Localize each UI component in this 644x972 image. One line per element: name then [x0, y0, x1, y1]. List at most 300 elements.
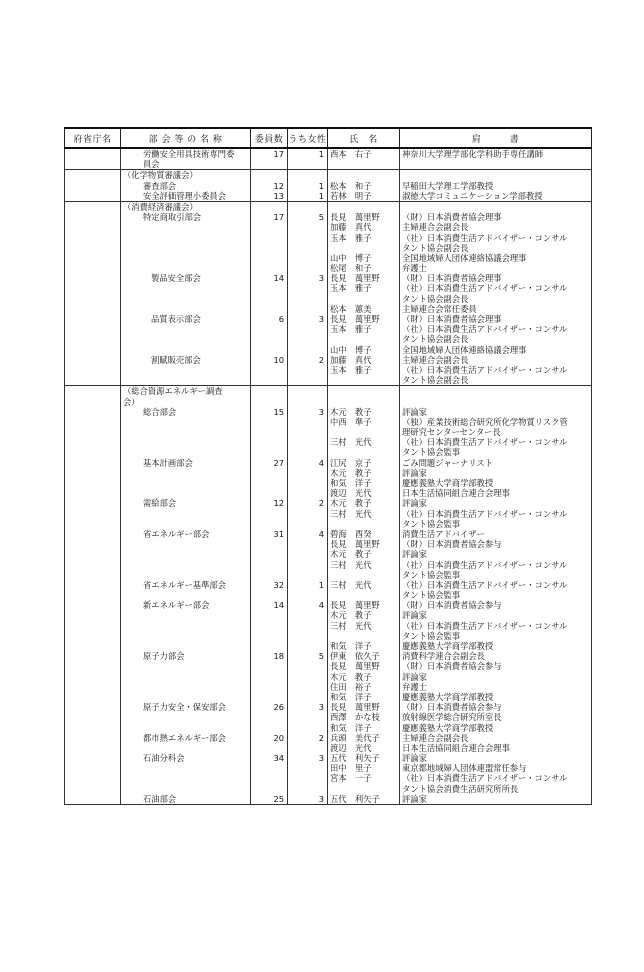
ministry-cell: [65, 170, 121, 181]
committee-name: 原子力部会: [143, 651, 185, 662]
person-name: 三村 光代: [330, 508, 372, 519]
person-title: （社）日本消費生活アドバイザー・コンサル: [402, 508, 568, 519]
person-name: 木元 教子: [330, 406, 372, 417]
women-count-cell: [288, 580, 328, 600]
person-name-pad: [330, 631, 397, 641]
committee-name: 労働安全用具技術専門委: [143, 149, 235, 159]
person-name: 兵頭 美代子: [330, 732, 380, 743]
committee-name-pad: [123, 773, 248, 783]
person-name: 和気 洋子: [330, 641, 372, 651]
person-title: （社）日本消費生活アドバイザー・コンサル: [402, 232, 568, 243]
person-name: 山中 博子: [330, 344, 372, 355]
person-name: 田中 里子: [330, 763, 372, 774]
member-count: 27: [273, 457, 284, 468]
member-count-cell: [251, 191, 288, 202]
person-name: 三村 光代: [330, 559, 372, 570]
ministry-cell: [65, 181, 121, 191]
person-name-pad: [330, 243, 397, 253]
ministry-cell: [65, 407, 121, 458]
member-count-cell: [251, 148, 288, 170]
women-count-cell: [288, 148, 328, 170]
ministry-cell: [65, 600, 121, 651]
person-name-pad: [330, 294, 397, 304]
person-name: 若林 明子: [330, 190, 372, 201]
person-title: タント協会監事: [402, 518, 461, 529]
person-name-pad: [330, 427, 397, 437]
person-name: 住田 裕子: [330, 681, 372, 692]
committee-name-pad: [123, 712, 248, 722]
person-title-cell: [400, 529, 592, 580]
committee-name-pad: [123, 243, 248, 253]
person-title: タント協会監事: [402, 630, 461, 641]
person-title: 全国地域婦人団体連絡協議会理事: [402, 252, 527, 263]
person-name-pad: [330, 519, 397, 529]
person-name: 木元 教子: [330, 467, 372, 478]
committee-name-pad: [123, 560, 248, 570]
person-title: 放射線医学総合研究所室長: [402, 712, 502, 723]
person-name: 玉本 雅子: [330, 324, 372, 335]
member-count-cell: [251, 702, 288, 733]
person-title: 慶應義塾大学商学部教授: [402, 478, 494, 488]
women-count: 3: [318, 753, 324, 764]
person-title: 日本生活協同組合連合会理事: [402, 488, 510, 499]
person-title: タント協会監事: [402, 569, 461, 580]
committee-name-pad: [123, 427, 248, 437]
person-title: （財）日本消費者協会理事: [402, 314, 502, 324]
person-title-cell: [400, 580, 592, 600]
person-name-cell: [328, 651, 400, 702]
person-name: 和気 洋子: [330, 478, 372, 488]
women-count-cell: [288, 201, 328, 212]
person-title-cell: [400, 191, 592, 202]
committee-name: 員会: [143, 159, 160, 170]
person-name: 和気 洋子: [330, 722, 372, 733]
member-count-cell: [251, 170, 288, 181]
person-title: （財）日本消費者協会参与: [402, 600, 502, 611]
person-name-cell: [328, 458, 400, 499]
person-name: 松本 蕙美: [330, 303, 372, 314]
person-name-cell: [328, 201, 400, 212]
person-title: 評論家: [402, 753, 427, 764]
member-count-cell: [251, 201, 288, 212]
person-name: 西本 右子: [330, 149, 372, 159]
person-title: （独）産業技術総合研究所化学物質リスク管: [402, 416, 568, 427]
person-name: 玉本 雅子: [330, 364, 372, 375]
committee-name: （総合資源エネルギー調査: [123, 386, 223, 397]
person-name-cell: [328, 794, 400, 805]
person-title-cell: [400, 273, 592, 314]
women-count-cell: [288, 314, 328, 355]
ministry-cell: [65, 148, 121, 170]
ministry-cell: [65, 314, 121, 355]
committee-name-cell: [121, 314, 251, 355]
person-name: 中西 準子: [330, 416, 372, 427]
person-title: （社）日本消費生活アドバイザー・コンサル: [402, 283, 568, 294]
women-count-cell: [288, 733, 328, 753]
committee-name-pad: [123, 549, 248, 559]
committee-name-pad: [123, 610, 248, 620]
women-count: 3: [318, 273, 324, 284]
person-title-cell: [400, 651, 592, 702]
table-row: [65, 212, 592, 273]
person-name: 渡辺 光代: [330, 488, 372, 499]
person-name-cell: [328, 600, 400, 651]
committee-name-pad: [123, 304, 248, 314]
table-header-row: [65, 128, 592, 148]
member-count-cell: [251, 407, 288, 458]
person-title-cell: [400, 702, 592, 733]
group-row: [65, 170, 592, 181]
member-count-cell: [251, 753, 288, 794]
group-row: [65, 386, 592, 407]
member-count-cell: [251, 314, 288, 355]
women-count-cell: [288, 600, 328, 651]
committee-name: （化学物質審議会）: [123, 170, 198, 181]
person-name: 碧海 酉癸: [330, 528, 372, 539]
header-ministry: 府省庁名: [65, 128, 121, 148]
person-title: 評論家: [402, 793, 427, 804]
committee-name-pad: [123, 447, 248, 457]
person-name: 松尾 和子: [330, 263, 372, 274]
committee-name-pad: [123, 375, 248, 385]
person-title: 消費生活アドバイザー: [402, 528, 485, 539]
person-title: 消費科学連合会副会長: [402, 651, 485, 662]
committee-name-pad: [123, 682, 248, 692]
committee-name: 割賦販売部会: [151, 354, 201, 365]
group-row: [65, 201, 592, 212]
person-name: 木元 教子: [330, 549, 372, 560]
person-name-cell: [328, 580, 400, 600]
member-count: 26: [273, 702, 284, 713]
table-row: [65, 702, 592, 733]
women-count-cell: [288, 212, 328, 273]
women-count-cell: [288, 529, 328, 580]
committee-name: 省エネルギー部会: [143, 528, 210, 539]
table-row: [65, 651, 592, 702]
person-title: タント協会消費生活研究所所長: [402, 783, 519, 794]
women-count-cell: [288, 170, 328, 181]
member-count: 34: [273, 753, 284, 764]
person-title: 評論家: [402, 671, 427, 682]
member-count: 15: [273, 406, 284, 417]
header-committee-name: 部 会 等 の 名 称: [121, 128, 251, 148]
person-name-cell: [328, 170, 400, 181]
women-count-cell: [288, 498, 328, 529]
person-title: タント協会副会長: [402, 375, 469, 386]
committee-name-pad: [123, 539, 248, 549]
person-title: 弁護士: [402, 681, 427, 692]
committee-name-cell: [121, 201, 251, 212]
person-name-cell: [328, 733, 400, 753]
person-title-cell: [400, 600, 592, 651]
committee-name-pad: [123, 488, 248, 498]
member-count-cell: [251, 273, 288, 314]
member-count-cell: [251, 580, 288, 600]
person-name: 三村 光代: [330, 579, 372, 590]
person-name: 玉本 雅子: [330, 232, 372, 243]
person-title-cell: [400, 212, 592, 273]
women-count: 1: [318, 180, 324, 191]
person-name: 江尻 京子: [330, 457, 372, 468]
person-title: 評論家: [402, 549, 427, 560]
member-count-cell: [251, 181, 288, 191]
person-name-cell: [328, 702, 400, 733]
header-title: 肩 書: [400, 128, 592, 148]
women-count: 5: [318, 651, 324, 662]
committee-name: 省エネルギー基準部会: [143, 579, 226, 590]
person-name-cell: [328, 314, 400, 355]
person-name: 三村 光代: [330, 620, 372, 631]
person-name: 長見 萬里野: [330, 702, 380, 713]
women-count-cell: [288, 386, 328, 407]
committee-name-pad: [123, 672, 248, 682]
table-row: [65, 580, 592, 600]
person-title: （社）日本消費生活アドバイザー・コンサル: [402, 324, 568, 335]
table-row: [65, 733, 592, 753]
member-count: 17: [273, 149, 284, 159]
person-title: 淑徳大学コミュニケーション学部教授: [402, 190, 543, 201]
committee-name: 総合部会: [143, 406, 177, 417]
person-title-cell: [400, 314, 592, 355]
table-row: [65, 498, 592, 529]
member-count-cell: [251, 600, 288, 651]
person-name: 長見 萬里野: [330, 273, 380, 284]
person-name-cell: [328, 529, 400, 580]
member-count: 13: [273, 190, 284, 201]
person-title: 慶應義塾大学商学部教授: [402, 722, 494, 733]
person-title: （財）日本消費者協会理事: [402, 212, 502, 223]
committee-name-cell: [121, 702, 251, 733]
person-title: 理研究センターセンター長: [402, 427, 501, 438]
member-count-cell: [251, 794, 288, 805]
member-count-cell: [251, 498, 288, 529]
person-name-pad: [330, 334, 397, 344]
member-count: 6: [278, 314, 284, 324]
women-count-cell: [288, 753, 328, 794]
member-count: 12: [273, 498, 284, 509]
person-name-cell: [328, 273, 400, 314]
person-name: 三村 光代: [330, 437, 372, 448]
person-name-cell: [328, 407, 400, 458]
committee-name-cell: [121, 753, 251, 794]
person-title: 慶應義塾大学商学部教授: [402, 641, 494, 651]
person-title: 評論家: [402, 610, 427, 621]
person-title-cell: [400, 458, 592, 499]
committee-name-pad: [123, 283, 248, 293]
committee-name-cell: [121, 529, 251, 580]
committee-name-cell: [121, 386, 251, 407]
ministry-cell: [65, 201, 121, 212]
table-row: [65, 355, 592, 386]
women-count: 2: [318, 498, 324, 509]
person-name: 長見 萬里野: [330, 661, 380, 672]
person-title: タント協会副会長: [402, 293, 469, 304]
person-name: 木元 教子: [330, 498, 372, 509]
ministry-cell: [65, 529, 121, 580]
person-title: タント協会副会長: [402, 334, 469, 345]
person-title: タント協会監事: [402, 590, 461, 601]
person-title: （財）日本消費者協会理事: [402, 273, 502, 284]
document-page: [64, 127, 591, 805]
committee-name-pad: [123, 763, 248, 773]
person-title: タント協会副会長: [402, 242, 469, 253]
women-count: 4: [318, 528, 324, 539]
committee-name-pad: [123, 253, 248, 263]
women-count: 1: [318, 190, 324, 201]
committee-name-pad: [123, 641, 248, 651]
person-title-cell: [400, 170, 592, 181]
person-title: （社）日本消費生活アドバイザー・コンサル: [402, 620, 568, 631]
women-count: 3: [318, 702, 324, 713]
committee-name-cell: [121, 733, 251, 753]
person-name: 加藤 真代: [330, 222, 372, 233]
committee-name-pad: [123, 345, 248, 355]
person-name: 渡辺 光代: [330, 742, 372, 753]
person-title: （社）日本消費生活アドバイザー・コンサル: [402, 773, 568, 784]
ministry-cell: [65, 355, 121, 386]
person-name-pad: [330, 590, 397, 600]
person-name: 山中 博子: [330, 252, 372, 263]
person-title-cell: [400, 148, 592, 170]
ministry-cell: [65, 191, 121, 202]
women-count: 3: [318, 314, 324, 324]
person-name: 長見 萬里野: [330, 600, 380, 611]
women-count: 2: [318, 354, 324, 365]
committee-name-pad: [123, 621, 248, 631]
person-title-cell: [400, 355, 592, 386]
member-count: 25: [273, 793, 284, 804]
women-count: 2: [318, 732, 324, 743]
women-count: 3: [318, 406, 324, 417]
person-name-cell: [328, 191, 400, 202]
member-count: 14: [273, 273, 284, 284]
women-count-cell: [288, 702, 328, 733]
person-name: 伊東 依久子: [330, 651, 380, 662]
table-row: [65, 529, 592, 580]
committee-name-cell: [121, 181, 251, 191]
women-count-cell: [288, 458, 328, 499]
member-count-cell: [251, 458, 288, 499]
person-title-cell: [400, 181, 592, 191]
person-title: 弁護士: [402, 263, 427, 274]
member-count-cell: [251, 651, 288, 702]
women-count-cell: [288, 191, 328, 202]
committee-name-pad: [123, 590, 248, 600]
person-name: 長見 萬里野: [330, 212, 380, 223]
committee-name: 新エネルギー部会: [143, 600, 210, 611]
committee-name: 需給部会: [143, 498, 177, 509]
table-row: [65, 600, 592, 651]
committee-name-pad: [123, 417, 248, 427]
person-name: 和気 洋子: [330, 691, 372, 702]
person-title: 評論家: [402, 467, 427, 478]
women-count-cell: [288, 794, 328, 805]
person-name: 長見 萬里野: [330, 314, 380, 324]
member-count-cell: [251, 212, 288, 273]
women-count: 1: [318, 579, 324, 590]
person-title: ごみ問題ジャーナリスト: [402, 457, 493, 468]
person-name-cell: [328, 148, 400, 170]
committee-name-pad: [123, 784, 248, 794]
committee-name-cell: [121, 273, 251, 314]
member-count: 18: [273, 651, 284, 662]
person-title: 神奈川大学理学部化学科助手専任講師: [402, 149, 544, 159]
committee-name: 会）: [123, 396, 140, 407]
women-count-cell: [288, 181, 328, 191]
committee-name-cell: [121, 498, 251, 529]
table-row: [65, 458, 592, 499]
committee-name: 原子力安全・保安部会: [143, 702, 226, 713]
member-count: 10: [273, 354, 284, 365]
person-title: （社）日本消費生活アドバイザー・コンサル: [402, 437, 568, 448]
table-row: [65, 753, 592, 794]
person-title: （社）日本消費生活アドバイザー・コンサル: [402, 579, 568, 590]
women-count: 4: [318, 600, 324, 611]
committee-name-pad: [123, 570, 248, 580]
committee-name: 石油分科会: [143, 753, 185, 764]
committee-name: 基本計画部会: [143, 457, 193, 468]
ministry-cell: [65, 386, 121, 407]
women-count: 4: [318, 457, 324, 468]
person-title: （社）日本消費生活アドバイザー・コンサル: [402, 364, 568, 375]
committee-name-pad: [123, 692, 248, 702]
committee-name-cell: [121, 355, 251, 386]
committee-name-pad: [123, 437, 248, 447]
person-name-cell: [328, 386, 400, 407]
person-name-pad: [330, 447, 397, 457]
ministry-cell: [65, 580, 121, 600]
person-name-cell: [328, 498, 400, 529]
person-name: 西澤 かな枝: [330, 712, 380, 723]
person-name-pad: [330, 375, 397, 385]
committee-name: 特定商取引部会: [143, 212, 202, 223]
person-name: 宮本 一子: [330, 773, 372, 784]
person-name: 松本 和子: [330, 180, 372, 191]
women-count: 5: [318, 212, 324, 223]
committee-name-pad: [123, 723, 248, 733]
committee-name-pad: [123, 519, 248, 529]
person-name-pad: [330, 570, 397, 580]
person-title: （財）日本消費者協会参与: [402, 702, 502, 713]
committee-name-cell: [121, 651, 251, 702]
person-name-cell: [328, 355, 400, 386]
person-name: 木元 教子: [330, 671, 372, 682]
person-title-cell: [400, 753, 592, 794]
person-name: 玉本 雅子: [330, 283, 372, 294]
person-title: 早稲田大学理工学部教授: [402, 180, 494, 191]
person-title: 主婦連合会副会長: [402, 354, 469, 365]
person-name-cell: [328, 753, 400, 794]
table-row: [65, 273, 592, 314]
committee-name-pad: [123, 468, 248, 478]
person-title: 全国地域婦人団体連絡協議会理事: [402, 344, 527, 355]
person-name: 加藤 真代: [330, 354, 372, 365]
ministry-cell: [65, 733, 121, 753]
ministry-cell: [65, 273, 121, 314]
person-title-cell: [400, 733, 592, 753]
member-count: 17: [273, 212, 284, 223]
person-name: 五代 利矢子: [330, 753, 380, 764]
committee-name-cell: [121, 794, 251, 805]
person-title: （財）日本消費者協会参与: [402, 661, 502, 672]
table-row: [65, 314, 592, 355]
committee-name-cell: [121, 407, 251, 458]
person-name: 木元 教子: [330, 610, 372, 621]
council-member-table: [64, 127, 592, 805]
member-count: 14: [273, 600, 284, 611]
person-title: 主婦連合会副会長: [402, 222, 469, 233]
committee-name: 審査部会: [143, 180, 177, 191]
